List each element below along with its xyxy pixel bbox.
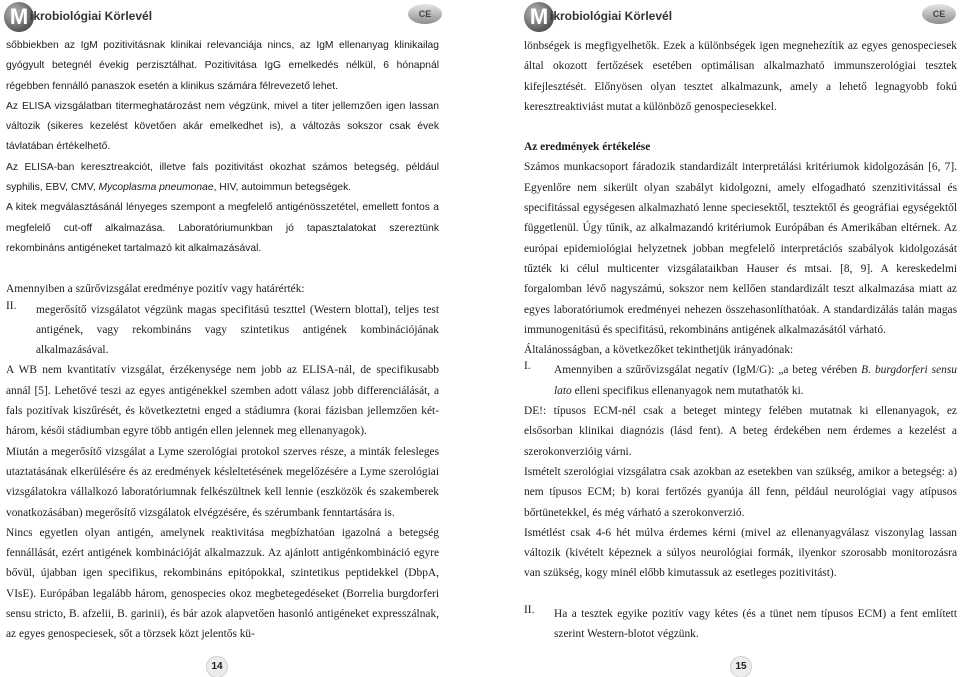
list-item-text: Amennyiben a szűrővizsgálat negatív (IgM/G): „a beteg vérében B. burgdorferi sensu lato elleni specifikus ellenanyagok nem mutathatók ki. — [554, 364, 957, 397]
paragraph: A WB nem kvantitatív vizsgálat, érzékenysége nem jobb az ELISA-nál, de specifikusabb annál [5]. Lehetővé teszi az egyes antigénekkel szemben adott válasz jobb differenciálását, a fals pozitívak kiszűrését, és következtetni enged a stádiumra (korai fázisban jellemzően két-három, késői stádiumban egyre több antigén ellen jelennek meg ellenanyagok). — [6, 364, 439, 438]
list-marker: II. — [6, 299, 17, 312]
paragraph: Ismétlést csak 4-6 hét múlva érdemes kérni (mivel az ellenanyagválasz viszonylag lassan változik (kivételt képeznek a súlyos neurológiai formák, ilyenkor szorosabb monitorozásra van szükség, kogy minél előbb kimutassuk az esetleges pozitivitást). — [524, 526, 957, 580]
paragraph: Számos munkacsoport fáradozik standardizált interpretálási kritériumok kidolgozásán [6, 7]. Egyenlőre nem sikerült olyan szabályt kidolgozni, amely elfogadható szenzitivitással és specifitással egységesen alkalmazható lenne speciesektől, tesztektől és geográfiai egységektől függetlenül. Úgy tűnik, az alkalmazandó kritériumok Európában és Amerikában eltérnek. Az európai epidemiológiai helyzetnek jobban megfelelő interpretációs szabályok kidolgozását tűzték ki célul multicenter vizsgálataikban Hauser és mtsai. [8, 9]. A kereskedelmi forgalomban lévő nagyszámú, sokszor nem kellően standardizált teszt alkalmazása miatt az egyes laboratóriumok eredményei nehezen összehasonlíthatóak. A standardizálás talán magas immunogenitású és specifitású, rekombináns antigének alkalmazásától várható. — [524, 161, 957, 336]
right-page — [480, 0, 960, 677]
journal-title: ikrobiológiai Körlevél — [550, 9, 673, 23]
list-marker: II. — [524, 603, 535, 616]
list-item — [6, 300, 439, 361]
left-text-column — [6, 36, 439, 645]
paragraph: Amennyiben a szűrővizsgálat eredménye pozitív vagy határérték: — [6, 283, 305, 296]
page-header — [480, 0, 960, 34]
paragraph: Az ELISA vizsgálatban titermeghatározást nem végzünk, mivel a titer jellemzően igen lassan változik (sikeres kezelést követően akár emelkedhet is), a változás sokszor csak évek távlatában értékelhető. — [6, 100, 439, 153]
publisher-logo-icon: CE — [922, 4, 956, 24]
paragraph: Nincs egyetlen olyan antigén, amelynek reaktivitása megbízhatóan igazolná a betegség fennállását, ezért antigének kombinációját alkalmazzuk. Az ajánlott antigénkombináció egyre bővül, újabban igen specifikus, rekombináns epitópokkal, szintetikus peptidekkel (DbpA, VIsE). Európában legalább három, genospecies okoz megbetegedéseket (Borrelia burgdorferi sensu stricto, B. afzelii, B. garinii), és bár azok alapvetően hasonló antigéneket expresszálnak, az egyes genospeciesek, sőt a törzsek közt jelentős kü- — [6, 526, 439, 641]
journal-title: ikrobiológiai Körlevél — [30, 9, 153, 23]
journal-logo-icon: M — [524, 2, 554, 32]
right-text-column — [524, 36, 957, 644]
list-item-text: megerősítő vizsgálatot végzünk magas specifitású teszttel (Western blottal), teljes test antigének, vagy rekombináns vagy szintetikus antigének kombinációjának alkalmazásával. — [36, 303, 439, 357]
list-item-text: Ha a tesztek egyike pozitív vagy kétes (és a tünet nem típusos ECM) a fent említett szerint Western-blotot végzünk. — [554, 607, 957, 641]
paragraph: Miután a megerősítő vizsgálat a Lyme szerológiai protokol szerves része, a minták felesleges utaztatásának elkerülésére és az eredmények késleltetésének megelőzésére a Lyme szerológiai vizsgálatokra vállalkozó laboratóriumnak felkészültnek kell lennie (eszközök és szakemberek vonatkozásában) megerősítő vizsgálatok elvégzésére, és szérumbank fenntartására is. — [6, 445, 439, 519]
list-item — [524, 360, 957, 401]
publisher-logo-icon: CE — [408, 4, 442, 24]
paragraph: Az ELISA-ban keresztreakciót, illetve fals pozitivitást okozhat számos betegség, például syphilis, EBV, CMV, Mycoplasma pneumonae, HIV, autoimmun betegségek. — [6, 161, 439, 194]
page-number: 15 — [730, 656, 752, 677]
page-header — [0, 0, 480, 34]
section-heading: Az eredmények értékelése — [524, 141, 651, 154]
paragraph: lönbségek is megfigyelhetők. Ezek a különbségek igen megnehezítik az egyes genospeciesek által okozott fertőzések esetében optimálisan alkalmazható immunszerológiai tesztek kifejlesztését. Előnyösen olyan tesztet alkalmazunk, amely a lehető legnagyobb fokú keresztreaktiviást mutat a különböző genospeciesekkel. — [524, 40, 957, 113]
page-number: 14 — [206, 656, 228, 677]
paragraph: Általánosságban, a következőket tekinthetjük irányadónak: — [524, 344, 794, 357]
list-item — [524, 604, 957, 645]
paragraph: sőbbiekben az IgM pozitivitásnak klinikai relevanciája nincs, az IgM ellenanyag klinikailag gyógyult betegnél évekig perzisztálhat. Pozitivitása IgG emelkedés nélkül, 6 hónapnál régebben fennálló panaszok esetén a klinikus számára félrevezető lehet. — [6, 40, 439, 92]
journal-logo-icon: M — [4, 2, 34, 32]
list-marker: I. — [524, 360, 531, 373]
paragraph: DE!: típusos ECM-nél csak a beteget mintegy felében mutatnak ki ellenanyagok, ez elsősorban klinikai diagnózis (lásd fent). A beteg érdekében nem érdemes a kezelést a szerokonverzióig várni. — [524, 405, 957, 458]
paragraph: A kitek megválasztásánál lényeges szempont a megfelelő antigénösszetétel, emellett fontos a megfelelő cut-off alkalmazása. Laboratóriumunkban jó tapasztalatokat szereztünk rekombináns antigéneket tartalmazó kit alkalmazásával. — [6, 202, 439, 254]
paragraph: Ismételt szerológiai vizsgálatra csak azokban az esetekben van szükség, amikor a betegség: a) nem típusos ECM; b) korai fertőzés gyanúja áll fenn, például neurológiai vagy atípusos bőrtünetekkel, és még várható a szerokonverzió. — [524, 465, 957, 519]
